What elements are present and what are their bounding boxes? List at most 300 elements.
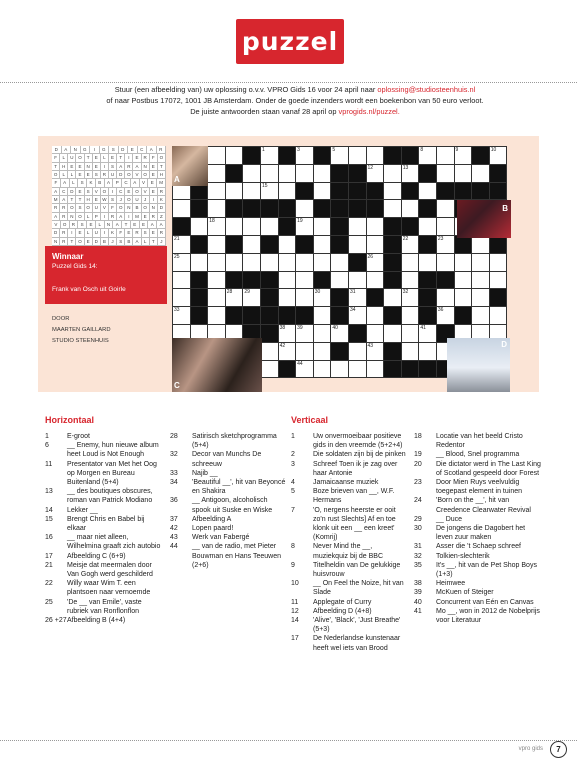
mini-cell: T — [85, 154, 93, 162]
grid-cell[interactable] — [367, 307, 385, 325]
clue-text: Tolkien-slechterik — [436, 552, 490, 560]
grid-cell[interactable] — [173, 307, 191, 325]
clue-text: E-groot — [67, 433, 90, 440]
grid-cell[interactable] — [226, 289, 244, 307]
mini-cell: M — [52, 196, 60, 204]
mini-cell: W — [101, 196, 109, 204]
black-cell — [384, 343, 402, 361]
black-cell — [384, 272, 402, 290]
grid-cell[interactable] — [314, 289, 332, 307]
grid-cell[interactable] — [279, 289, 297, 307]
grid-cell[interactable] — [331, 272, 349, 290]
grid-cell[interactable] — [208, 254, 226, 272]
clue-text: __ Antigoon, alcoholisch spook uit Suske en Wiske — [192, 497, 273, 514]
grid-cell[interactable] — [173, 272, 191, 290]
clue-text: Satirisch sketchprogramma (5+4) — [192, 433, 277, 450]
mini-cell: S — [109, 163, 117, 171]
clue-number: 14 — [45, 506, 53, 514]
clue-number: 40 — [414, 598, 422, 606]
black-cell — [261, 236, 279, 254]
grid-cell[interactable] — [208, 147, 226, 165]
grid-cell[interactable] — [243, 289, 261, 307]
grid-cell[interactable] — [173, 236, 191, 254]
black-cell — [279, 218, 297, 236]
grid-cell[interactable] — [296, 254, 314, 272]
photo-a-label: A — [174, 175, 180, 184]
grid-cell[interactable] — [367, 218, 385, 236]
mini-cell: N — [52, 238, 60, 246]
mini-cell: R — [70, 221, 79, 229]
mini-cell: S — [109, 146, 119, 154]
grid-cell[interactable] — [349, 289, 367, 307]
grid-cell[interactable] — [367, 236, 385, 254]
grid-cell[interactable] — [314, 236, 332, 254]
grid-cell[interactable] — [279, 236, 297, 254]
grid-cell[interactable] — [490, 272, 508, 290]
grid-cell[interactable] — [208, 289, 226, 307]
winner-issue: Puzzel Gids 14: — [52, 263, 98, 270]
cell-number: 25 — [174, 253, 180, 260]
mini-cell: V — [101, 204, 109, 212]
grid-cell[interactable] — [296, 325, 314, 343]
clue-number: 32 — [170, 451, 178, 459]
black-cell — [331, 218, 349, 236]
mini-row — [52, 196, 166, 204]
clue-number: 41 — [414, 607, 422, 615]
grid-cell[interactable] — [455, 165, 473, 183]
grid-cell[interactable] — [314, 307, 332, 325]
mini-row — [52, 179, 166, 187]
black-cell — [402, 361, 420, 379]
grid-cell[interactable] — [437, 218, 455, 236]
clue-item — [291, 598, 409, 607]
mini-cell: O — [125, 196, 133, 204]
grid-cell[interactable] — [419, 343, 437, 361]
cell-number: 23 — [437, 235, 444, 242]
mini-cell: J — [142, 196, 150, 204]
mini-cell: I — [125, 154, 133, 162]
black-cell — [384, 361, 402, 379]
mini-cell: E — [142, 213, 150, 221]
black-cell — [243, 272, 261, 290]
mini-cell: E — [68, 163, 76, 171]
cell-number: 36 — [437, 307, 444, 314]
mini-cell: T — [158, 163, 166, 171]
grid-cell[interactable] — [296, 361, 314, 379]
black-cell — [226, 236, 244, 254]
clue-text: 'O, nergens heerste er ooit zo'n rust Slechts] Af en toe klonk uit een __ een kreet' (Komrij) — [313, 506, 396, 542]
grid-cell[interactable] — [367, 272, 385, 290]
mini-cell: L — [85, 213, 93, 221]
grid-cell[interactable] — [437, 147, 455, 165]
clue-item — [291, 487, 409, 505]
mini-cell: E — [93, 154, 101, 162]
mini-cell: R — [109, 213, 117, 221]
grid-cell[interactable] — [243, 254, 261, 272]
grid-cell[interactable] — [261, 147, 279, 165]
grid-cell[interactable] — [226, 254, 244, 272]
grid-cell[interactable] — [261, 165, 279, 183]
grid-cell[interactable] — [349, 218, 367, 236]
grid-cell[interactable] — [208, 218, 226, 236]
grid-cell[interactable] — [191, 254, 209, 272]
clue-item — [45, 515, 163, 533]
mini-cell: A — [117, 213, 125, 221]
grid-cell[interactable] — [437, 254, 455, 272]
grid-cell[interactable] — [349, 343, 367, 361]
grid-cell[interactable] — [455, 272, 473, 290]
mini-cell: N — [105, 221, 114, 229]
grid-cell[interactable] — [349, 236, 367, 254]
mini-cell: O — [52, 171, 60, 179]
black-cell — [402, 147, 420, 165]
black-cell — [279, 147, 297, 165]
grid-cell[interactable] — [349, 272, 367, 290]
clue-item — [414, 496, 542, 514]
clue-number: 20 — [414, 460, 422, 468]
grid-cell[interactable] — [173, 254, 191, 272]
black-cell — [402, 183, 420, 201]
mini-cell: H — [158, 171, 166, 179]
mini-cell: O — [125, 171, 133, 179]
clue-item — [414, 598, 542, 607]
black-cell — [419, 361, 437, 379]
grid-cell[interactable] — [402, 236, 420, 254]
intro-line3: De juiste antwoorden staan vanaf 28 april op — [190, 107, 339, 116]
clue-text: Asser die 't Schaep schreef — [436, 543, 521, 551]
grid-cell[interactable] — [490, 147, 508, 165]
mini-cell: R — [125, 163, 133, 171]
grid-cell[interactable] — [296, 200, 314, 218]
grid-cell[interactable] — [367, 254, 385, 272]
mini-cell: E — [76, 171, 84, 179]
clue-number: 24 — [414, 497, 422, 505]
clue-item — [291, 460, 409, 478]
clue-item — [291, 542, 409, 560]
clue-text: Applegate of Curry — [313, 598, 372, 606]
magazine-name: vpro gids — [518, 746, 543, 752]
black-cell — [261, 272, 279, 290]
grid-cell[interactable] — [261, 183, 279, 201]
grid-cell[interactable] — [331, 147, 349, 165]
clue-item — [291, 478, 409, 487]
grid-cell[interactable] — [314, 325, 332, 343]
mini-cell: U — [68, 154, 76, 162]
mini-cell: G — [81, 146, 91, 154]
grid-cell[interactable] — [455, 289, 473, 307]
black-cell — [490, 183, 508, 201]
grid-cell[interactable] — [173, 289, 191, 307]
mini-cell: S — [109, 196, 117, 204]
grid-cell[interactable] — [419, 254, 437, 272]
clue-number: 18 — [414, 433, 422, 440]
clue-text: Lopen paard! — [192, 525, 234, 533]
grid-cell[interactable] — [261, 254, 279, 272]
black-cell — [243, 200, 261, 218]
intro-line1: Stuur (een afbeelding van) uw oplossing o.v.v. VPRO Gids 16 voor 24 april naar — [114, 85, 378, 94]
mini-cell: U — [93, 204, 101, 212]
mini-cell: U — [93, 229, 101, 237]
clue-item — [414, 450, 542, 459]
grid-cell[interactable] — [349, 361, 367, 379]
clue-item — [414, 542, 542, 551]
grid-cell[interactable] — [296, 218, 314, 236]
grid-cell[interactable] — [314, 343, 332, 361]
winner-box — [45, 246, 167, 304]
clue-number: 25 — [45, 598, 53, 606]
black-cell — [455, 307, 473, 325]
verticaal-clues-1 — [291, 432, 409, 653]
grid-cell[interactable] — [296, 165, 314, 183]
mini-cell: R — [157, 146, 167, 154]
verticaal-heading: Verticaal — [291, 415, 329, 425]
grid-cell[interactable] — [490, 307, 508, 325]
grid-cell[interactable] — [384, 200, 402, 218]
mini-cell: P — [93, 213, 101, 221]
mini-cell: V — [140, 179, 149, 187]
black-cell — [472, 147, 490, 165]
mini-cell: O — [133, 188, 141, 196]
clue-number: 34 — [170, 479, 178, 487]
mini-cell: V — [52, 221, 61, 229]
black-cell — [384, 218, 402, 236]
mini-cell: R — [52, 204, 60, 212]
mini-cell: N — [125, 204, 133, 212]
grid-cell[interactable] — [384, 165, 402, 183]
clue-item — [414, 552, 542, 561]
mini-cell: O — [76, 154, 84, 162]
mini-cell: A — [52, 188, 60, 196]
grid-cell[interactable] — [402, 200, 420, 218]
clue-item — [291, 616, 409, 634]
mini-cell: A — [113, 221, 122, 229]
mini-cell: L — [70, 179, 79, 187]
photo-b — [457, 200, 511, 238]
clue-item — [414, 588, 542, 597]
cell-number: 32 — [402, 289, 409, 296]
grid-cell[interactable] — [226, 183, 244, 201]
clue-item — [170, 524, 288, 533]
grid-cell[interactable] — [384, 183, 402, 201]
black-cell — [349, 254, 367, 272]
mini-cell: I — [150, 196, 158, 204]
grid-cell[interactable] — [331, 325, 349, 343]
clue-number: 11 — [45, 460, 53, 468]
grid-cell[interactable] — [296, 289, 314, 307]
mini-cell: S — [78, 179, 87, 187]
mini-cell: D — [119, 146, 129, 154]
grid-cell[interactable] — [279, 165, 297, 183]
top-divider — [0, 82, 577, 83]
clue-item — [170, 496, 288, 514]
grid-cell[interactable] — [437, 200, 455, 218]
mini-cell: L — [60, 154, 68, 162]
grid-cell[interactable] — [419, 183, 437, 201]
grid-cell[interactable] — [208, 236, 226, 254]
mini-cell: E — [93, 163, 101, 171]
grid-cell[interactable] — [437, 165, 455, 183]
mini-cell: S — [76, 204, 84, 212]
clue-text: 'Beautiful __', hit van Beyoncé en Shakira — [192, 479, 286, 496]
clue-item — [170, 515, 288, 524]
grid-cell[interactable] — [243, 218, 261, 236]
grid-cell[interactable] — [314, 183, 332, 201]
grid-cell[interactable] — [208, 307, 226, 325]
grid-cell[interactable] — [402, 325, 420, 343]
grid-cell[interactable] — [455, 254, 473, 272]
url-link[interactable]: vprogids.nl/puzzel. — [338, 107, 400, 116]
grid-cell[interactable] — [402, 307, 420, 325]
grid-cell[interactable] — [296, 272, 314, 290]
cell-number: 30 — [314, 289, 321, 296]
grid-cell[interactable] — [472, 272, 490, 290]
black-cell — [314, 200, 332, 218]
grid-cell[interactable] — [419, 325, 437, 343]
clue-item — [170, 432, 288, 450]
clue-text: Lekker __ — [67, 506, 98, 514]
mini-cell: A — [105, 179, 114, 187]
clue-number: 3 — [291, 460, 295, 468]
grid-cell[interactable] — [261, 361, 279, 379]
grid-cell[interactable] — [367, 325, 385, 343]
grid-cell[interactable] — [208, 200, 226, 218]
black-cell — [331, 236, 349, 254]
grid-cell[interactable] — [437, 236, 455, 254]
grid-cell[interactable] — [279, 272, 297, 290]
mini-cell: E — [150, 171, 158, 179]
black-cell — [191, 272, 209, 290]
grid-cell[interactable] — [314, 218, 332, 236]
grid-cell[interactable] — [402, 165, 420, 183]
black-cell — [279, 307, 297, 325]
grid-cell[interactable] — [243, 165, 261, 183]
mini-row — [52, 221, 166, 229]
grid-cell[interactable] — [472, 289, 490, 307]
mini-row — [52, 204, 166, 212]
mini-cell: R — [158, 229, 166, 237]
mini-cell: E — [76, 163, 84, 171]
grid-cell[interactable] — [367, 361, 385, 379]
grid-cell[interactable] — [419, 147, 437, 165]
photo-d-label: D — [501, 340, 507, 349]
grid-cell[interactable] — [243, 183, 261, 201]
email-link[interactable]: oplossing@studiosteenhuis.nl — [377, 85, 476, 94]
cell-number: 28 — [226, 289, 233, 296]
grid-cell[interactable] — [314, 361, 332, 379]
clue-text: __ van de radio, met Pieter Bouwman en Hans Teeuwen (2+6) — [192, 543, 281, 569]
grid-cell[interactable] — [437, 289, 455, 307]
grid-cell[interactable] — [402, 272, 420, 290]
clue-item — [414, 432, 542, 450]
clue-number: 8 — [291, 543, 295, 551]
grid-cell[interactable] — [226, 218, 244, 236]
grid-cell[interactable] — [367, 343, 385, 361]
grid-cell[interactable] — [472, 254, 490, 272]
black-cell — [261, 307, 279, 325]
mini-cell: T — [68, 196, 76, 204]
clue-item — [45, 561, 163, 579]
grid-cell[interactable] — [331, 361, 349, 379]
grid-cell[interactable] — [296, 147, 314, 165]
mini-cell: O — [76, 213, 84, 221]
grid-cell[interactable] — [455, 147, 473, 165]
grid-cell[interactable] — [314, 254, 332, 272]
grid-cell[interactable] — [208, 183, 226, 201]
grid-cell[interactable] — [191, 218, 209, 236]
grid-cell[interactable] — [226, 147, 244, 165]
grid-cell[interactable] — [261, 343, 279, 361]
grid-cell[interactable] — [173, 200, 191, 218]
grid-cell[interactable] — [402, 254, 420, 272]
grid-cell[interactable] — [384, 325, 402, 343]
grid-cell[interactable] — [419, 218, 437, 236]
mini-cell: F — [52, 154, 60, 162]
grid-cell[interactable] — [384, 289, 402, 307]
grid-cell[interactable] — [314, 165, 332, 183]
grid-cell[interactable] — [472, 236, 490, 254]
grid-cell[interactable] — [208, 165, 226, 183]
grid-cell[interactable] — [349, 307, 367, 325]
clue-item — [45, 616, 163, 625]
grid-cell[interactable] — [367, 165, 385, 183]
mini-cell: O — [101, 188, 109, 196]
grid-cell[interactable] — [279, 254, 297, 272]
grid-cell[interactable] — [367, 147, 385, 165]
mini-cell: L — [101, 154, 109, 162]
mini-cell: U — [133, 196, 141, 204]
clue-number: 10 — [291, 580, 299, 588]
grid-cell[interactable] — [243, 236, 261, 254]
mini-cell: L — [96, 221, 105, 229]
mini-cell: F — [52, 179, 61, 187]
grid-cell[interactable] — [490, 254, 508, 272]
black-cell — [261, 289, 279, 307]
mini-cell: A — [117, 163, 125, 171]
grid-cell[interactable] — [402, 343, 420, 361]
grid-cell[interactable] — [472, 165, 490, 183]
clue-text: Titelheldin van De gelukkige huisvrouw — [313, 561, 401, 579]
mini-cell: R — [150, 213, 158, 221]
grid-cell[interactable] — [402, 289, 420, 307]
black-cell — [191, 307, 209, 325]
black-cell — [331, 343, 349, 361]
grid-cell[interactable] — [331, 254, 349, 272]
clue-text: Schreef Toen ik je zag over haar Antonie — [313, 460, 398, 477]
grid-cell[interactable] — [279, 183, 297, 201]
grid-cell[interactable] — [279, 343, 297, 361]
black-cell — [455, 183, 473, 201]
clue-number: 13 — [45, 488, 53, 496]
grid-cell[interactable] — [472, 307, 490, 325]
mini-cell: L — [85, 229, 93, 237]
winner-name: Frank van Osch uit Goirle — [52, 286, 126, 293]
cell-number: 19 — [297, 218, 303, 225]
mini-cell: N — [85, 163, 93, 171]
grid-cell[interactable] — [349, 147, 367, 165]
grid-cell[interactable] — [296, 343, 314, 361]
grid-cell[interactable] — [437, 307, 455, 325]
grid-cell[interactable] — [261, 218, 279, 236]
black-cell — [384, 254, 402, 272]
black-cell — [173, 218, 191, 236]
clue-number: 23 — [414, 479, 422, 487]
grid-cell[interactable] — [208, 272, 226, 290]
mini-cell: D — [68, 188, 76, 196]
mini-cell: O — [61, 221, 70, 229]
grid-cell[interactable] — [279, 325, 297, 343]
mini-cell: J — [158, 238, 166, 246]
clue-text: McKuen of Steiger — [436, 589, 494, 597]
